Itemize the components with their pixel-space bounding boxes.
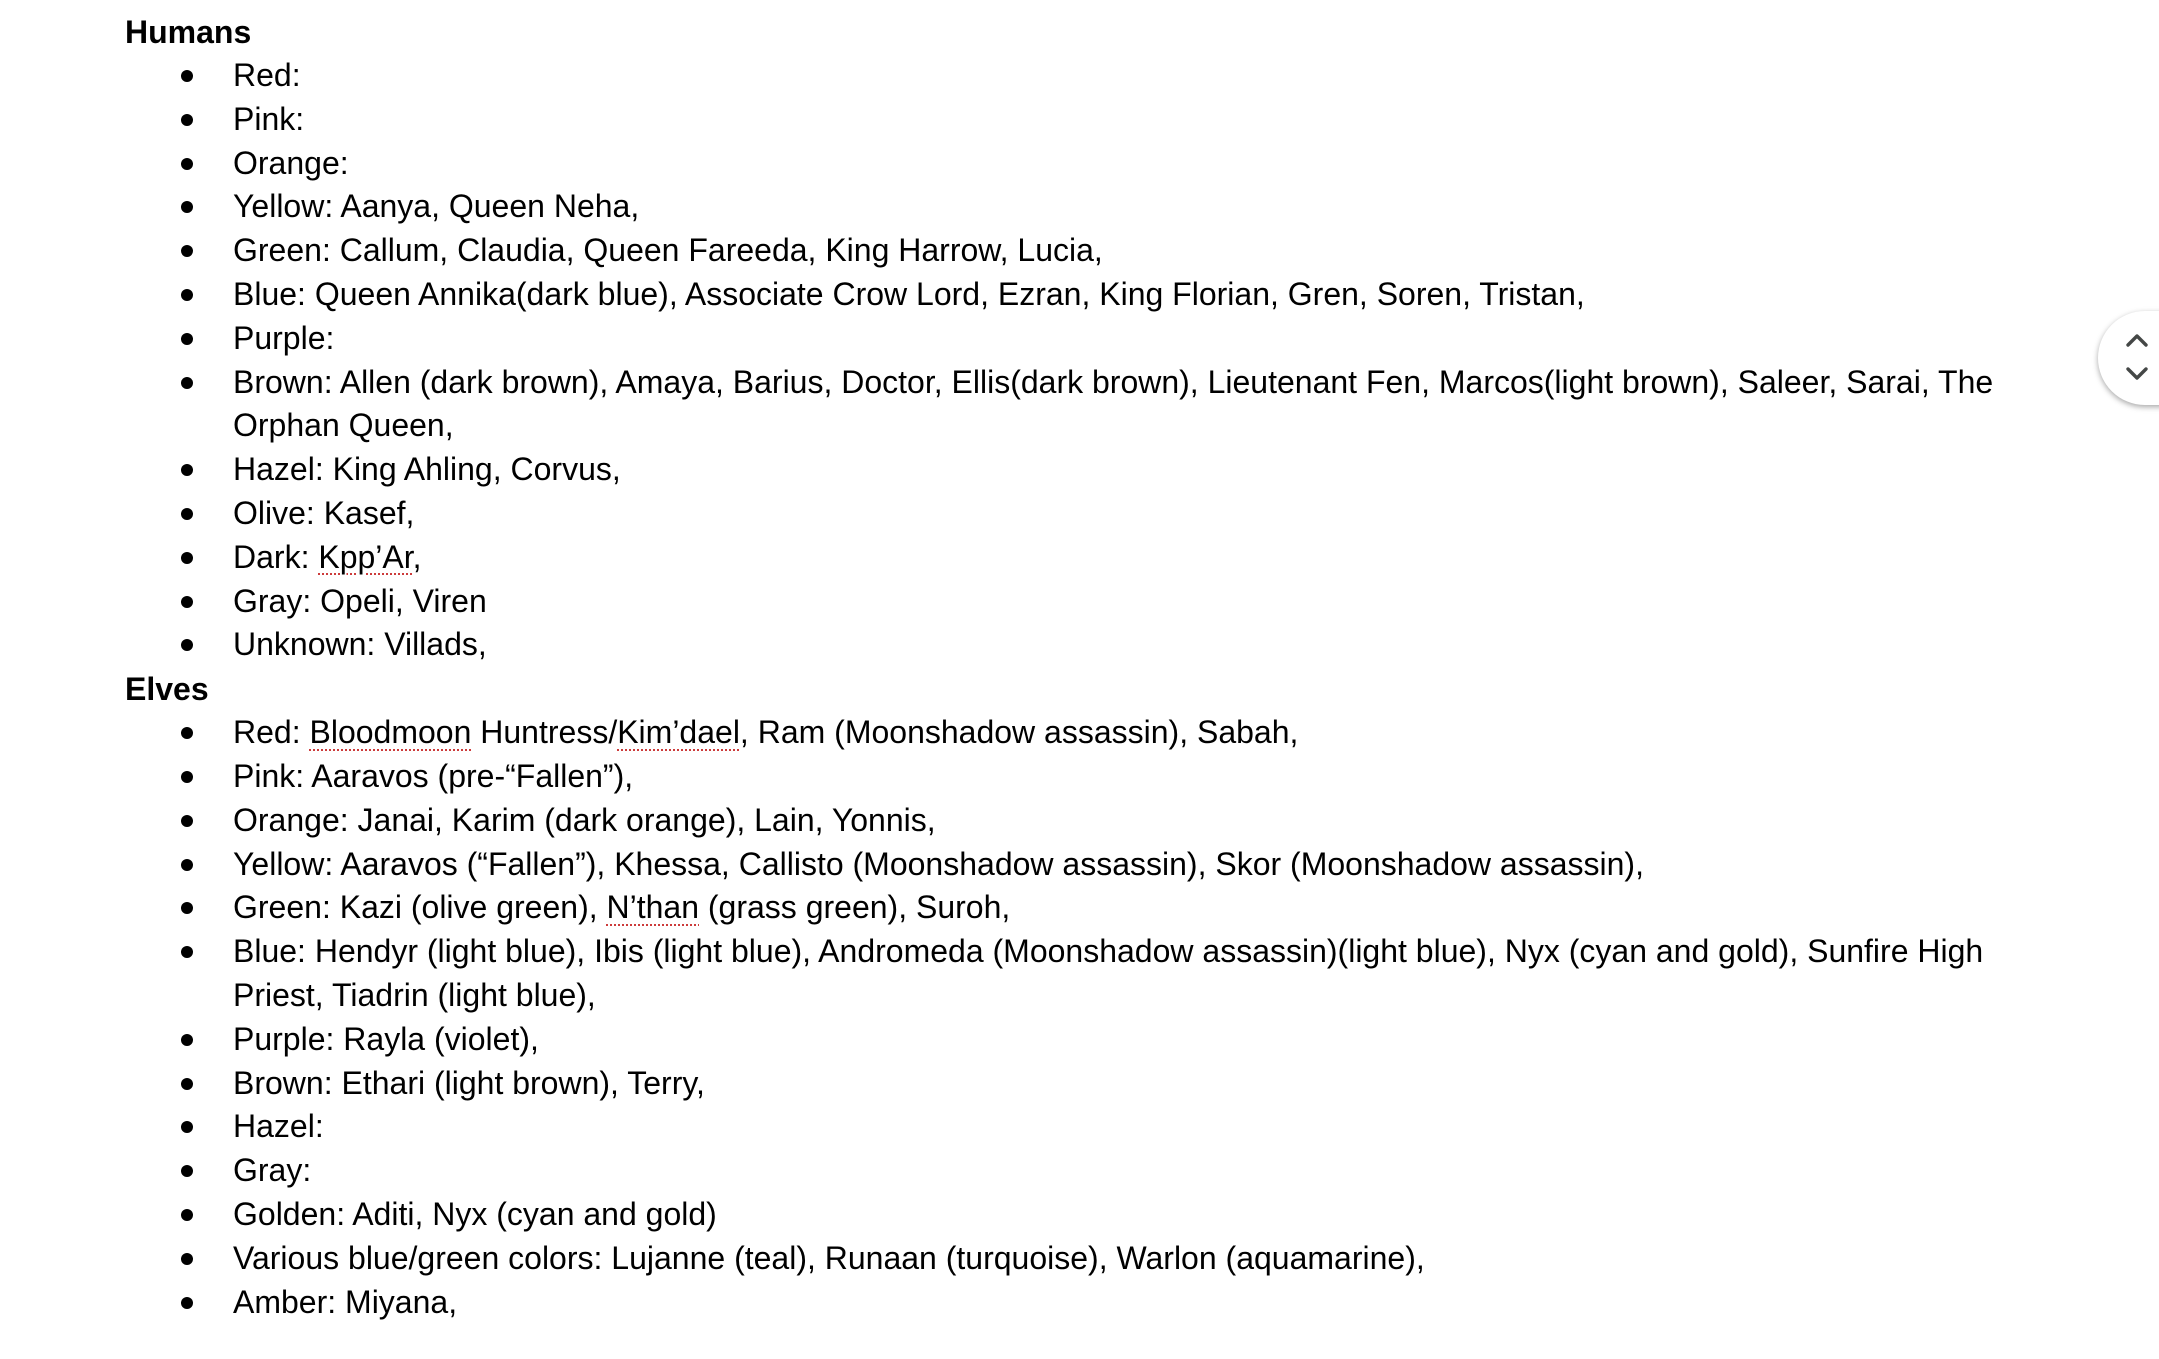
bullet-icon — [181, 639, 193, 651]
bullet-icon — [181, 1253, 193, 1265]
bullet-icon — [181, 1034, 193, 1046]
bullet-icon — [181, 289, 193, 301]
spellcheck-flagged-word[interactable]: Bloodmoon — [309, 714, 472, 751]
list-item: Purple: — [125, 317, 2075, 361]
bullet-icon — [181, 114, 193, 126]
spellcheck-flagged-word[interactable]: Kim’dael — [617, 714, 740, 751]
list-item: Brown: Allen (dark brown), Amaya, Barius, Doctor, Ellis(dark brown), Lieutenant Fen, Marcos(light brown), Saleer, Sarai, The Orphan Queen, — [125, 361, 2075, 449]
bullet-icon — [181, 377, 193, 389]
list-item: Blue: Hendyr (light blue), Ibis (light blue), Andromeda (Moonshadow assassin)(light blue), Nyx (cyan and gold), Sunfire High Priest, Tiadrin (light blue), — [125, 930, 2075, 1018]
list-item: Orange: Janai, Karim (dark orange), Lain, Yonnis, — [125, 799, 2075, 843]
bullet-icon — [181, 815, 193, 827]
scroll-up-button[interactable] — [2120, 325, 2154, 355]
bullet-icon — [181, 727, 193, 739]
scroll-down-button[interactable] — [2120, 359, 2154, 389]
list-item: Hazel: King Ahling, Corvus, — [125, 448, 2075, 492]
document-body[interactable] — [125, 10, 2075, 1324]
list-item: Green: Callum, Claudia, Queen Fareeda, King Harrow, Lucia, — [125, 229, 2075, 273]
list-item: Unknown: Villads, — [125, 623, 2075, 667]
spellcheck-flagged-word[interactable]: N’than — [606, 889, 699, 926]
list-item: Purple: Rayla (violet), — [125, 1018, 2075, 1062]
bullet-list — [125, 711, 2075, 1324]
bullet-icon — [181, 902, 193, 914]
section-elves — [125, 667, 2075, 1324]
list-item: Red: — [125, 54, 2075, 98]
list-item: Hazel: — [125, 1105, 2075, 1149]
bullet-list — [125, 54, 2075, 667]
section-heading: Humans — [125, 14, 252, 50]
list-item: Gray: — [125, 1149, 2075, 1193]
bullet-icon — [181, 859, 193, 871]
spellcheck-flagged-word[interactable]: Kpp’Ar — [318, 538, 413, 575]
bullet-icon — [181, 946, 193, 958]
bullet-icon — [181, 333, 193, 345]
list-item: Golden: Aditi, Nyx (cyan and gold) — [125, 1193, 2075, 1237]
list-item: Red: Bloodmoon Huntress/Kim’dael, Ram (Moonshadow assassin), Sabah, — [125, 711, 2075, 755]
list-item: Green: Kazi (olive green), N’than (grass green), Suroh, — [125, 886, 2075, 930]
bullet-icon — [181, 1165, 193, 1177]
bullet-icon — [181, 158, 193, 170]
bullet-icon — [181, 201, 193, 213]
list-item: Brown: Ethari (light brown), Terry, — [125, 1062, 2075, 1106]
bullet-icon — [181, 552, 193, 564]
bullet-icon — [181, 1209, 193, 1221]
chevron-down-icon — [2123, 364, 2151, 384]
list-item: Dark: Kpp’Ar, — [125, 536, 2075, 580]
list-item: Olive: Kasef, — [125, 492, 2075, 536]
bullet-icon — [181, 508, 193, 520]
bullet-icon — [181, 1078, 193, 1090]
bullet-icon — [181, 1297, 193, 1309]
bullet-icon — [181, 70, 193, 82]
bullet-icon — [181, 464, 193, 476]
list-item: Amber: Miyana, — [125, 1281, 2075, 1325]
list-item: Pink: Aaravos (pre-“Fallen”), — [125, 755, 2075, 799]
chevron-up-icon — [2123, 330, 2151, 350]
list-item: Yellow: Aaravos (“Fallen”), Khessa, Callisto (Moonshadow assassin), Skor (Moonshadow assassin), — [125, 843, 2075, 887]
bullet-icon — [181, 1121, 193, 1133]
list-item: Various blue/green colors: Lujanne (teal), Runaan (turquoise), Warlon (aquamarine), — [125, 1237, 2075, 1281]
list-item: Pink: — [125, 98, 2075, 142]
list-item: Blue: Queen Annika(dark blue), Associate Crow Lord, Ezran, King Florian, Gren, Soren, Tristan, — [125, 273, 2075, 317]
bullet-icon — [181, 771, 193, 783]
list-item: Yellow: Aanya, Queen Neha, — [125, 185, 2075, 229]
list-item: Gray: Opeli, Viren — [125, 580, 2075, 624]
scroll-navigation-widget — [2098, 311, 2159, 405]
section-heading: Elves — [125, 671, 209, 708]
list-item: Orange: — [125, 142, 2075, 186]
bullet-icon — [181, 245, 193, 257]
section-humans — [125, 10, 2075, 667]
bullet-icon — [181, 596, 193, 608]
